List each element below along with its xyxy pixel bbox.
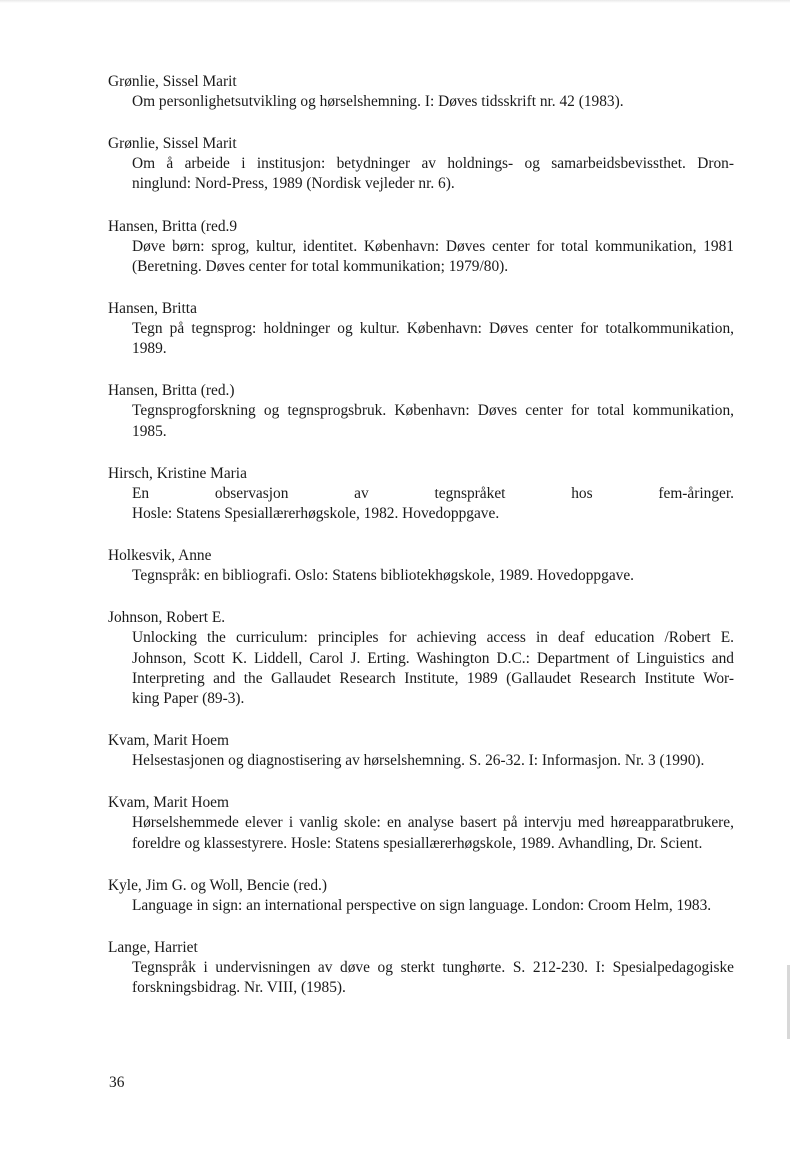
citation-line: ninglund: Nord-Press, 1989 (Nordisk vejleder nr. 6).	[132, 175, 455, 193]
entry-citation	[108, 319, 734, 359]
citation-line: En observasjon av tegnspråket hos fem-åringer.	[132, 484, 734, 502]
entry-citation	[108, 896, 734, 916]
bibliography-entry	[108, 380, 734, 441]
entry-author: Grønlie, Sissel Marit	[108, 135, 237, 153]
page-number: 36	[109, 1074, 125, 1091]
citation-line: Language in sign: an international perspective on sign language. London: Croom Helm, 1983.	[132, 896, 712, 914]
entry-author: Lange, Harriet	[108, 939, 198, 957]
entry-author: Johnson, Robert E.	[108, 609, 226, 627]
citation-line: Om personlighetsutvikling og hørselshemning. I: Døves tidsskrift nr. 42 (1983).	[132, 93, 624, 110]
entry-citation	[108, 401, 734, 441]
citation-line: foreldre og klassestyrere. Hosle: Statens spesiallærerhøgskole, 1989. Avhandling, Dr. Scient.	[132, 834, 703, 852]
bibliography-entry	[108, 463, 734, 524]
entry-author: Grønlie, Sissel Marit	[108, 73, 237, 90]
citation-line: Døve børn: sprog, kultur, identitet. København: Døves center for total kommunikation, 1981	[132, 237, 734, 255]
entry-citation	[108, 154, 734, 194]
entry-citation	[108, 958, 734, 998]
bibliography-entry	[108, 730, 734, 771]
entry-author: Kvam, Marit Hoem	[108, 794, 229, 812]
entry-citation	[108, 751, 734, 771]
citation-line: Tegnspråk: en bibliografi. Oslo: Statens bibliotekhøgskole, 1989. Hovedoppgave.	[132, 567, 635, 585]
citation-line: (Beretning. Døves center for total kommunikation; 1979/80).	[132, 257, 509, 275]
bibliography-entry	[108, 875, 734, 916]
citation-line: Tegnsprogforskning og tegnsprogsbruk. København: Døves center for total kommunikation,	[132, 402, 734, 420]
citation-line: Johnson, Scott K. Liddell, Carol J. Erting. Washington D.C.: Department of Linguistics and	[132, 649, 734, 667]
entry-citation	[108, 237, 734, 277]
bibliography-entry	[108, 216, 734, 277]
entry-author: Hansen, Britta (red.)	[108, 382, 235, 400]
entry-citation	[108, 566, 734, 586]
bibliography-entry	[108, 298, 734, 359]
citation-line: forskningsbidrag. Nr. VIII, (1985).	[132, 979, 346, 997]
citation-line: king Paper (89-3).	[132, 690, 245, 708]
entry-citation	[108, 92, 734, 112]
bibliography-entry	[108, 792, 734, 853]
citation-line: 1989.	[132, 340, 167, 358]
bibliography-entry	[108, 545, 734, 586]
entry-author: Kyle, Jim G. og Woll, Bencie (red.)	[108, 876, 328, 894]
entry-author: Holkesvik, Anne	[108, 547, 212, 565]
citation-line: 1985.	[132, 422, 167, 440]
entry-author: Hirsch, Kristine Maria	[108, 464, 247, 482]
citation-line: Om å arbeide i institusjon: betydninger av holdnings- og samarbeidsbevissthet. Dron-	[132, 155, 734, 173]
citation-line: Helsestasjonen og diagnostisering av hørselshemning. S. 26-32. I: Informasjon. Nr. 3 (1990).	[132, 752, 705, 770]
entry-author: Kvam, Marit Hoem	[108, 732, 229, 750]
citation-line: Tegnspråk i undervisningen av døve og sterkt tunghørte. S. 212-230. I: Spesialpedagogiske	[132, 959, 734, 977]
entry-author: Hansen, Britta (red.9	[108, 217, 238, 235]
entry-author: Hansen, Britta	[108, 300, 197, 318]
bibliography-entry	[108, 937, 734, 998]
entry-citation	[108, 628, 734, 709]
scan-edge	[0, 0, 790, 3]
citation-line: Unlocking the curriculum: principles for achieving access in deaf education /Robert E.	[132, 629, 734, 647]
citation-line: Interpreting and the Gallaudet Research Institute, 1989 (Gallaudet Research Institute Wor-	[132, 669, 734, 687]
entry-citation	[108, 813, 734, 853]
bibliography-entry	[108, 607, 734, 709]
bibliography-entry	[108, 71, 734, 112]
entry-citation	[108, 484, 734, 524]
citation-line: Tegn på tegnsprog: holdninger og kultur. København: Døves center for totalkommunikation,	[132, 320, 734, 338]
bibliography-list	[108, 71, 734, 1019]
citation-line: Hørselshemmede elever i vanlig skole: en analyse basert på intervju med høreapparatbrukere,	[132, 814, 734, 832]
bibliography-entry	[108, 133, 734, 194]
citation-line: Hosle: Statens Spesiallærerhøgskole, 1982. Hovedoppgave.	[132, 505, 500, 523]
